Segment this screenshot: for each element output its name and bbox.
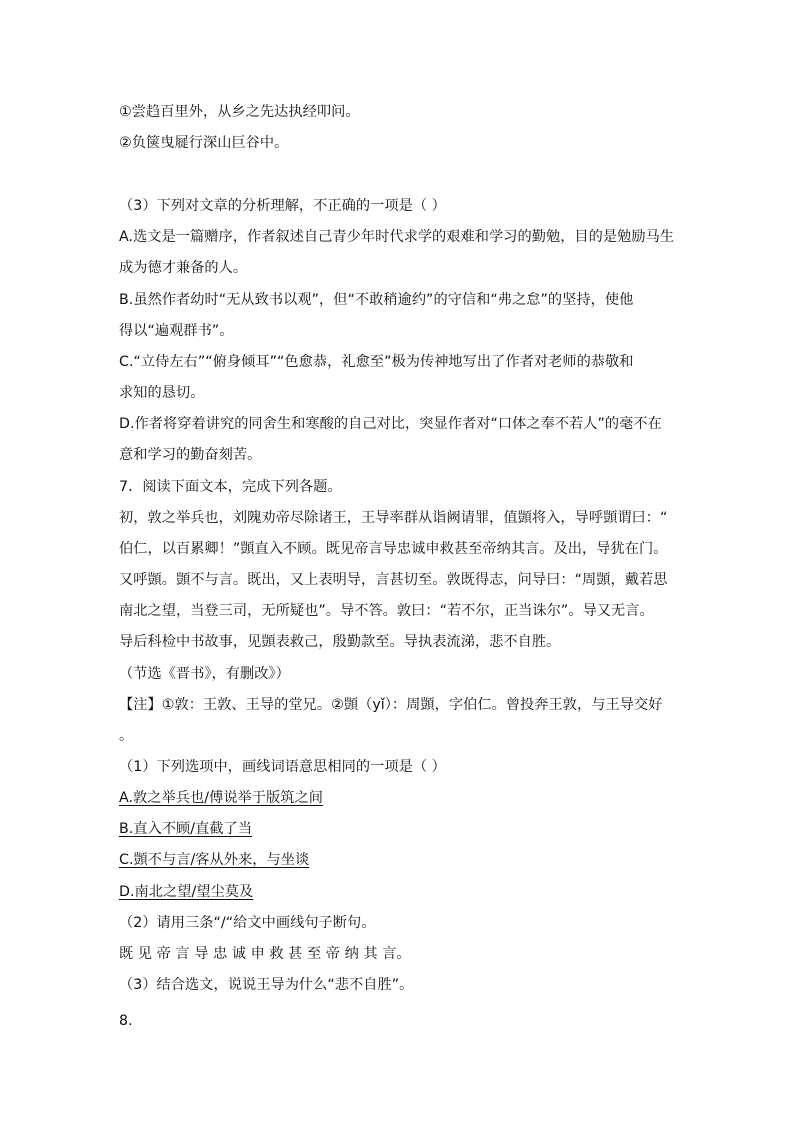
option-line: B.直入不顾/直截了当 — [119, 821, 253, 837]
option-line: C.顗不与言/客从外来，与坐谈 — [119, 852, 310, 868]
question-line: （3）下列对文章的分析理解，不正确的一项是（ ） — [119, 198, 446, 214]
option-line: A.敦之举兵也/傅说举于版筑之间 — [119, 790, 323, 806]
sentence-to-segment: 既 见 帝 言 导 忠 诚 申 救 甚 至 帝 纳 其 言。 — [119, 946, 411, 962]
option-line: 求知的恳切。 — [119, 385, 205, 401]
annotation-line: 。 — [119, 728, 134, 744]
question-number: 8. — [119, 1013, 133, 1029]
text-line: ②负箧曳屣行深山巨谷中。 — [119, 135, 289, 151]
option-line: D.作者将穿着讲究的同舍生和寒酸的自己对比，突显作者对“口体之奉不若人”的毫不在 — [119, 416, 662, 432]
option-line: D.南北之望/望尘莫及 — [119, 884, 254, 900]
passage-line: 又呼顗。顗不与言。既出，又上表明导，言甚切至。敦既得志，问导曰：“周顗，戴若思 — [119, 572, 668, 588]
question-line: （1）下列选项中，画线词语意思相同的一项是（ ） — [119, 759, 446, 775]
passage-line: 初，敦之举兵也，刘隗劝帝尽除诸王，王导率群从诣阙请罪，值顗将入，导呼顗谓曰：“ — [119, 510, 668, 526]
question-line: （2）请用三条“/“给文中画线句子断句。 — [119, 915, 376, 931]
option-line: 得以“遍观群书”。 — [119, 323, 234, 339]
passage-line: 南北之望，当登三司，无所疑也”。导不答。敦曰：“若不尔，正当诛尔”。导又无言。 — [119, 603, 654, 619]
option-line: 成为德才兼备的人。 — [119, 260, 248, 276]
option-line: 意和学习的勤奋刻苦。 — [119, 447, 262, 463]
option-line: C.“立侍左右”“俯身倾耳”“色愈恭，礼愈至”极为传神地写出了作者对老师的恭敬和 — [119, 354, 634, 370]
annotation-line: 【注】①敦：王敦、王导的堂兄。②顗（yǐ）：周顗，字伯仁。曾投奔王敦，与王导交好 — [119, 697, 663, 713]
option-line: A.选文是一篇赠序，作者叙述自己青少年时代求学的艰难和学习的勤勉，目的是勉励马生 — [119, 229, 675, 245]
question-heading: 7．阅读下面文本，完成下列各题。 — [119, 479, 342, 495]
text-line: ①尝趋百里外，从乡之先达执经叩问。 — [119, 104, 360, 120]
passage-line: 伯仁，以百累卿！”顗直入不顾。既见帝言导忠诚申救甚至帝纳其言。及出，导犹在门。 — [119, 541, 668, 557]
source-note: （节选《晋书》，有删改》） — [119, 666, 290, 682]
question-line: （3）结合选文，说说王导为什么“悲不自胜”。 — [119, 977, 414, 993]
option-line: B.虽然作者幼时“无从致书以观”，但“不敢稍逾约”的守信和“弗之怠”的坚持，使他 — [119, 292, 634, 308]
passage-line: 导后科检中书故事，见顗表救己，殷勤款至。导执表流涕，悲不自胜。 — [119, 634, 561, 650]
